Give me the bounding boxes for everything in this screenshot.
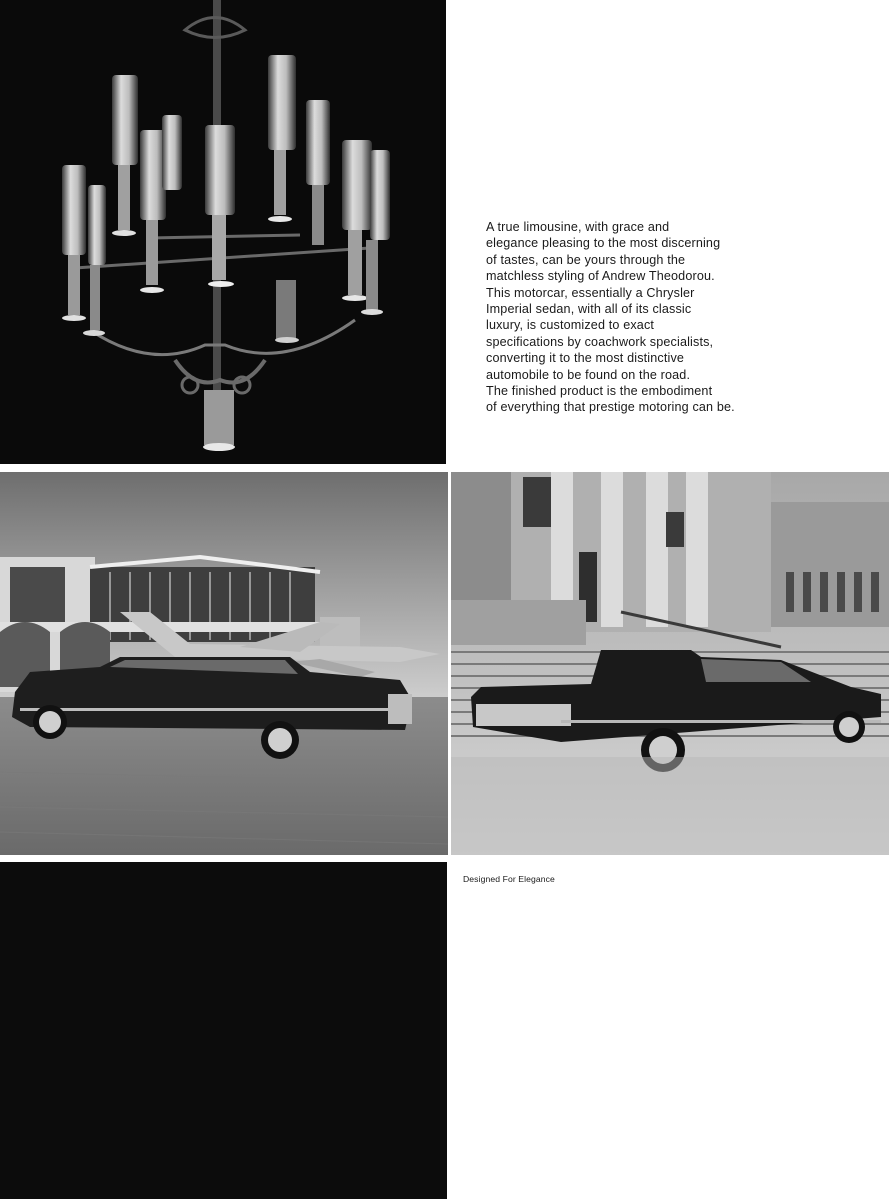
black-panel	[0, 862, 447, 1199]
description-text	[486, 219, 886, 416]
page-caption: Designed For Elegance	[463, 874, 555, 884]
description-line: matchless styling of Andrew Theodorou.	[486, 269, 715, 284]
description-line: elegance pleasing to the most discerning	[486, 236, 721, 251]
description-line: luxury, is customized to exact	[486, 318, 655, 333]
chandelier-photo	[0, 0, 446, 464]
limousine-building-photo	[451, 472, 889, 855]
description-panel	[446, 0, 889, 464]
description-line: of everything that prestige motoring can be.	[486, 400, 735, 415]
description-line: specifications by coachwork specialists,	[486, 334, 714, 349]
description-line: Imperial sedan, with all of its classic	[486, 302, 692, 317]
limousine-airport-photo	[0, 472, 448, 855]
description-line: automobile to be found on the road.	[486, 367, 691, 382]
description-line: converting it to the most distinctive	[486, 351, 685, 366]
description-line: This motorcar, essentially a Chrysler	[486, 285, 695, 300]
description-line: The finished product is the embodiment	[486, 384, 713, 399]
description-line: of tastes, can be yours through the	[486, 252, 686, 267]
description-line: A true limousine, with grace and	[486, 220, 670, 234]
caption-panel	[447, 862, 889, 1199]
